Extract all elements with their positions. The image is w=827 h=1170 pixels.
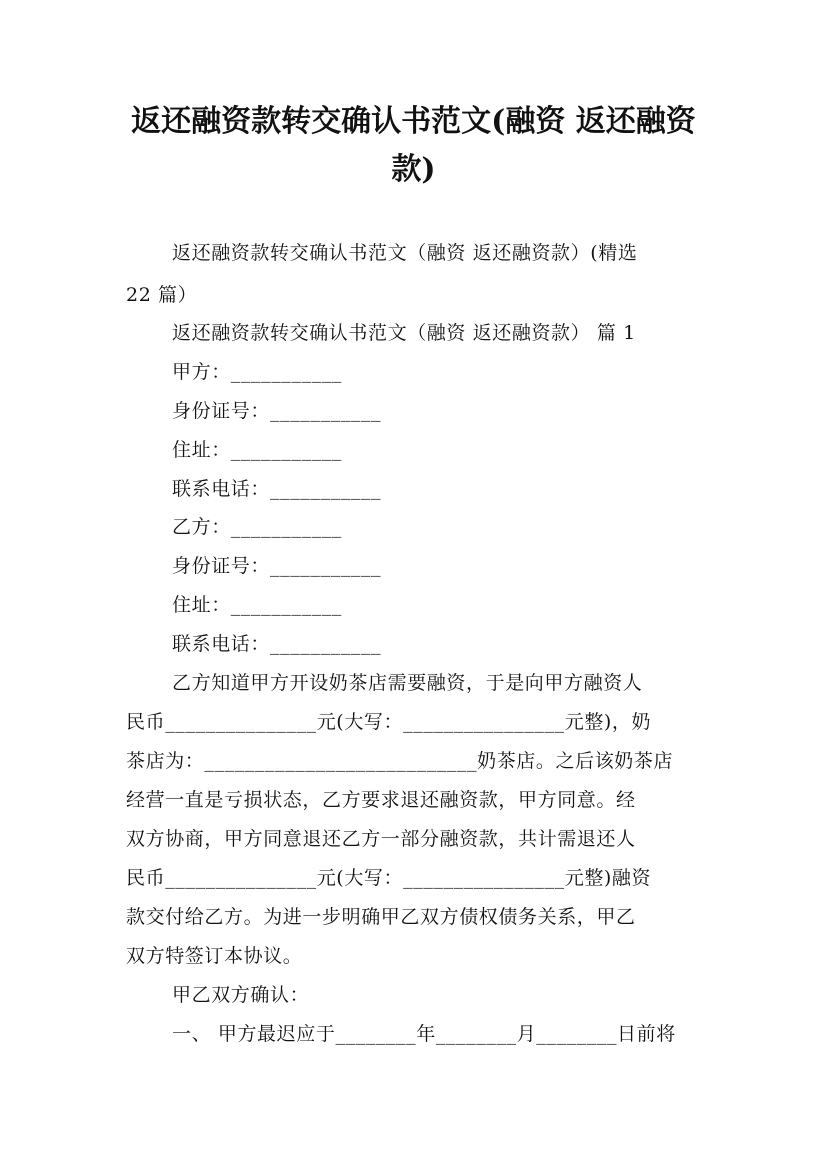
title-line-2: 款) [391,152,436,187]
party-b-phone-field: 联系电话：___________ [172,633,382,655]
section-heading: 返还融资款转交确认书范文（融资 返还融资款） 篇 1 [172,322,636,344]
title-line-1: 返还融资款转交确认书范文(融资 返还融资 [131,104,696,139]
body-line-4: 经营一直是亏损状态，乙方要求退还融资款，甲方同意。经 [126,789,636,811]
document-title [100,98,727,194]
intro-line-1: 返还融资款转交确认书范文（融资 返还融资款）(精选 [172,242,638,264]
body-line-5: 双方协商，甲方同意退还乙方一部分融资款，共计需退还人 [126,828,636,850]
body-line-3: 茶店为：___________________________奶茶店。之后该奶茶店 [126,750,674,772]
party-a-field: 甲方：___________ [172,361,342,383]
clause-1: 一、 甲方最迟应于________年________月________日前将 [172,1023,676,1045]
party-a-phone-field: 联系电话：___________ [172,478,382,500]
body-line-8: 双方特签订本协议。 [126,945,303,967]
body-line-6: 民币_______________元(大写：________________元整)融资 [126,867,652,889]
party-a-id-field: 身份证号：___________ [172,400,382,422]
intro-line-2: 22 篇） [126,284,198,306]
party-b-field: 乙方：___________ [172,516,342,538]
party-b-address-field: 住址：___________ [172,594,342,616]
body-line-7: 款交付给乙方。为进一步明确甲乙双方债权债务关系，甲乙 [126,906,636,928]
confirm-heading: 甲乙双方确认： [172,984,310,1006]
party-b-id-field: 身份证号：___________ [172,555,382,577]
body-line-2: 民币_______________元(大写：________________元整)，奶 [126,711,652,733]
body-line-1: 乙方知道甲方开设奶茶店需要融资，于是向甲方融资人 [172,672,643,694]
party-a-address-field: 住址：___________ [172,439,342,461]
